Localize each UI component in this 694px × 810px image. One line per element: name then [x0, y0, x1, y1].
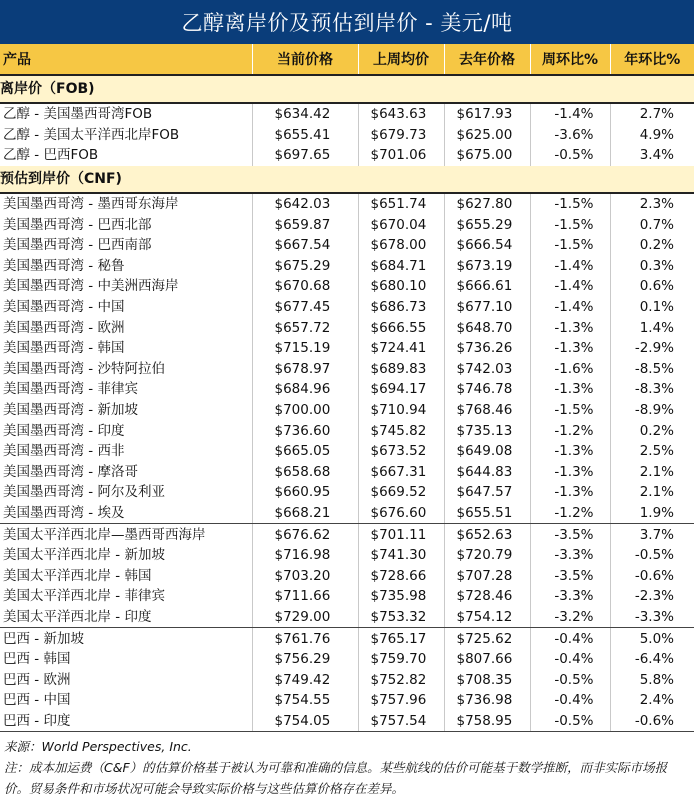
table-row — [0, 297, 694, 318]
table-row — [0, 482, 694, 503]
table-row — [0, 317, 694, 338]
last-week-avg-cell: $669.52 — [358, 482, 444, 503]
last-week-avg-cell: $670.04 — [358, 214, 444, 235]
last-year-price-cell: $625.00 — [444, 125, 530, 146]
last-week-avg-cell: $694.17 — [358, 379, 444, 400]
product-cell: 巴西 - 欧洲 — [0, 669, 252, 690]
yoy-change-cell: -2.9% — [634, 340, 674, 357]
product-cell: 巴西 - 韩国 — [0, 649, 252, 670]
last-year-price-cell: $807.66 — [444, 649, 530, 670]
yoy-change-cell: 2.1% — [639, 484, 674, 501]
table-row — [0, 256, 694, 277]
current-price-cell: $761.76 — [252, 628, 358, 649]
table-row — [0, 545, 694, 566]
section-header-row — [0, 75, 694, 103]
yoy-change-cell: -8.5% — [634, 360, 674, 377]
wow-change-cell: -1.3% — [530, 462, 610, 483]
wow-change-cell: -3.3% — [530, 545, 610, 566]
last-week-avg-cell: $753.32 — [358, 607, 444, 628]
current-price-cell: $670.68 — [252, 276, 358, 297]
last-year-price-cell: $758.95 — [444, 711, 530, 732]
product-cell: 美国墨西哥湾 - 阿尔及利亚 — [0, 482, 252, 503]
current-price-cell: $655.41 — [252, 125, 358, 146]
wow-change-cell: -0.4% — [530, 649, 610, 670]
wow-change-cell: -1.4% — [530, 256, 610, 277]
section-label: 预估到岸价（CNF) — [0, 166, 694, 193]
product-cell: 美国墨西哥湾 - 中美洲西海岸 — [0, 276, 252, 297]
last-year-price-cell: $666.54 — [444, 235, 530, 256]
last-year-price-cell: $728.46 — [444, 586, 530, 607]
table-row — [0, 103, 694, 125]
table-row — [0, 503, 694, 524]
current-price-cell: $736.60 — [252, 420, 358, 441]
yoy-change-cell: -2.3% — [634, 588, 674, 605]
table-row — [0, 711, 694, 732]
product-cell: 美国墨西哥湾 - 新加坡 — [0, 400, 252, 421]
last-week-avg-cell: $680.10 — [358, 276, 444, 297]
wow-change-cell: -3.2% — [530, 607, 610, 628]
last-week-avg-cell: $686.73 — [358, 297, 444, 318]
source-note: 来源：World Perspectives, Inc. — [4, 739, 192, 755]
yoy-change-cell: 5.8% — [639, 671, 674, 688]
product-cell: 乙醇 - 巴西FOB — [0, 145, 252, 166]
last-week-avg-cell: $765.17 — [358, 628, 444, 649]
yoy-change-cell: -3.3% — [610, 607, 694, 628]
wow-change-cell: -0.5% — [530, 711, 610, 732]
last-year-price-cell: $742.03 — [444, 359, 530, 380]
table-row — [0, 628, 694, 649]
table-row — [0, 607, 694, 628]
product-cell: 美国墨西哥湾 - 巴西北部 — [0, 214, 252, 235]
yoy-change-cell: 0.3% — [639, 257, 674, 274]
last-year-price-cell: $736.26 — [444, 338, 530, 359]
last-week-avg-cell: $752.82 — [358, 669, 444, 690]
yoy-change-cell: 3.7% — [639, 526, 674, 543]
last-week-avg-cell: $679.73 — [358, 125, 444, 146]
yoy-change-cell: -6.4% — [634, 651, 674, 668]
product-cell: 巴西 - 中国 — [0, 690, 252, 711]
current-price-cell: $729.00 — [252, 607, 358, 628]
yoy-change-cell: -0.5% — [634, 547, 674, 564]
wow-change-cell: -0.4% — [530, 628, 610, 649]
column-header-last-year-price: 去年价格 — [444, 44, 530, 75]
table-row — [0, 145, 694, 166]
wow-change-cell: -1.3% — [530, 338, 610, 359]
current-price-cell: $668.21 — [252, 503, 358, 524]
page-title: 乙醇离岸价及预估到岸价 - 美元/吨 — [0, 0, 694, 44]
last-week-avg-cell: $728.66 — [358, 565, 444, 586]
yoy-change-cell: 3.4% — [639, 147, 674, 164]
last-year-price-cell: $648.70 — [444, 317, 530, 338]
product-cell: 巴西 - 新加坡 — [0, 628, 252, 649]
wow-change-cell: -1.6% — [530, 359, 610, 380]
last-year-price-cell: $627.80 — [444, 193, 530, 215]
yoy-change-cell: 2.4% — [639, 692, 674, 709]
table-row — [0, 441, 694, 462]
current-price-cell: $678.97 — [252, 359, 358, 380]
table-row — [0, 690, 694, 711]
last-week-avg-cell: $759.70 — [358, 649, 444, 670]
yoy-change-cell: 0.2% — [639, 237, 674, 254]
product-cell: 美国墨西哥湾 - 沙特阿拉伯 — [0, 359, 252, 380]
current-price-cell: $715.19 — [252, 338, 358, 359]
product-cell: 美国墨西哥湾 - 菲律宾 — [0, 379, 252, 400]
wow-change-cell: -1.5% — [530, 400, 610, 421]
table-row — [0, 462, 694, 483]
product-cell: 美国太平洋西北岸 - 菲律宾 — [0, 586, 252, 607]
last-week-avg-cell: $643.63 — [358, 103, 444, 125]
product-cell: 美国太平洋西北岸 - 新加坡 — [0, 545, 252, 566]
last-year-price-cell: $666.61 — [444, 276, 530, 297]
last-year-price-cell: $649.08 — [444, 441, 530, 462]
yoy-change-cell: 2.5% — [639, 443, 674, 460]
yoy-change-cell: -8.9% — [634, 402, 674, 419]
last-week-avg-cell: $673.52 — [358, 441, 444, 462]
product-cell: 乙醇 - 美国墨西哥湾FOB — [0, 103, 252, 125]
product-cell: 巴西 - 印度 — [0, 711, 252, 732]
table-row — [0, 359, 694, 380]
product-cell: 美国墨西哥湾 - 欧洲 — [0, 317, 252, 338]
last-year-price-cell: $746.78 — [444, 379, 530, 400]
section-label: 离岸价（FOB) — [0, 75, 694, 103]
wow-change-cell: -1.3% — [530, 482, 610, 503]
yoy-change-cell: 2.3% — [639, 196, 674, 213]
last-year-price-cell: $655.51 — [444, 503, 530, 524]
last-year-price-cell: $673.19 — [444, 256, 530, 277]
product-cell: 美国墨西哥湾 - 埃及 — [0, 503, 252, 524]
last-week-avg-cell: $667.31 — [358, 462, 444, 483]
wow-change-cell: -0.5% — [530, 669, 610, 690]
yoy-change-cell: -8.3% — [634, 381, 674, 398]
last-year-price-cell: $720.79 — [444, 545, 530, 566]
table-row — [0, 420, 694, 441]
last-year-price-cell: $655.29 — [444, 214, 530, 235]
last-week-avg-cell: $735.98 — [358, 586, 444, 607]
wow-change-cell: -1.5% — [530, 193, 610, 215]
last-week-avg-cell: $689.83 — [358, 359, 444, 380]
current-price-cell: $659.87 — [252, 214, 358, 235]
product-cell: 美国墨西哥湾 - 印度 — [0, 420, 252, 441]
wow-change-cell: -3.3% — [530, 586, 610, 607]
table-row — [0, 586, 694, 607]
column-header-current-price: 当前价格 — [252, 44, 358, 75]
last-week-avg-cell: $701.06 — [358, 145, 444, 166]
product-cell: 美国墨西哥湾 - 秘鲁 — [0, 256, 252, 277]
wow-change-cell: -1.3% — [530, 317, 610, 338]
yoy-change-cell: -0.6% — [634, 567, 674, 584]
product-cell: 美国墨西哥湾 - 摩洛哥 — [0, 462, 252, 483]
product-cell: 美国太平洋西北岸 - 韩国 — [0, 565, 252, 586]
product-cell: 乙醇 - 美国太平洋西北岸FOB — [0, 125, 252, 146]
current-price-cell: $665.05 — [252, 441, 358, 462]
wow-change-cell: -0.4% — [530, 690, 610, 711]
wow-change-cell: -1.2% — [530, 503, 610, 524]
last-year-price-cell: $652.63 — [444, 524, 530, 545]
current-price-cell: $749.42 — [252, 669, 358, 690]
last-week-avg-cell: $741.30 — [358, 545, 444, 566]
current-price-cell: $677.45 — [252, 297, 358, 318]
yoy-change-cell: 1.4% — [639, 319, 674, 336]
last-year-price-cell: $735.13 — [444, 420, 530, 441]
last-year-price-cell: $707.28 — [444, 565, 530, 586]
current-price-cell: $660.95 — [252, 482, 358, 503]
yoy-change-cell: 0.6% — [639, 278, 674, 295]
last-week-avg-cell: $710.94 — [358, 400, 444, 421]
product-cell: 美国墨西哥湾 - 西非 — [0, 441, 252, 462]
yoy-change-cell: 0.7% — [639, 216, 674, 233]
disclaimer-note: 注：成本加运费（C&F）的估算价格基于被认为可靠和准确的信息。某些航线的估价可能基于数学推断，而非实际市场报价。贸易条件和市场状况可能会导致实际价格与这些估算价格存在差异。 — [4, 760, 668, 797]
current-price-cell: $676.62 — [252, 524, 358, 545]
last-week-avg-cell: $676.60 — [358, 503, 444, 524]
wow-change-cell: -0.5% — [530, 145, 610, 166]
product-cell: 美国太平洋西北岸 - 印度 — [0, 607, 252, 628]
yoy-change-cell: 4.9% — [639, 126, 674, 143]
wow-change-cell: -1.3% — [530, 379, 610, 400]
current-price-cell: $716.98 — [252, 545, 358, 566]
column-header-last-week-avg: 上周均价 — [358, 44, 444, 75]
last-year-price-cell: $754.12 — [444, 607, 530, 628]
wow-change-cell: -1.4% — [530, 103, 610, 125]
table-row — [0, 338, 694, 359]
table-row — [0, 214, 694, 235]
current-price-cell: $756.29 — [252, 649, 358, 670]
last-year-price-cell: $677.10 — [444, 297, 530, 318]
wow-change-cell: -1.3% — [530, 441, 610, 462]
column-header-wow-change: 周环比% — [530, 44, 610, 75]
last-year-price-cell: $708.35 — [444, 669, 530, 690]
current-price-cell: $657.72 — [252, 317, 358, 338]
last-week-avg-cell: $651.74 — [358, 193, 444, 215]
table-row — [0, 276, 694, 297]
last-week-avg-cell: $684.71 — [358, 256, 444, 277]
product-cell: 美国墨西哥湾 - 墨西哥东海岸 — [0, 193, 252, 215]
wow-change-cell: -1.5% — [530, 214, 610, 235]
wow-change-cell: -1.4% — [530, 297, 610, 318]
table-row — [0, 379, 694, 400]
last-week-avg-cell: $757.54 — [358, 711, 444, 732]
table-row — [0, 400, 694, 421]
current-price-cell: $642.03 — [252, 193, 358, 215]
last-year-price-cell: $617.93 — [444, 103, 530, 125]
column-header-product: 产品 — [0, 44, 252, 75]
current-price-cell: $754.05 — [252, 711, 358, 732]
last-year-price-cell: $647.57 — [444, 482, 530, 503]
last-week-avg-cell: $745.82 — [358, 420, 444, 441]
last-week-avg-cell: $666.55 — [358, 317, 444, 338]
column-header-yoy-change: 年环比% — [610, 44, 694, 75]
current-price-cell: $667.54 — [252, 235, 358, 256]
current-price-cell: $684.96 — [252, 379, 358, 400]
last-week-avg-cell: $724.41 — [358, 338, 444, 359]
current-price-cell: $658.68 — [252, 462, 358, 483]
yoy-change-cell: 0.1% — [639, 299, 674, 316]
yoy-change-cell: 5.0% — [639, 630, 674, 647]
last-week-avg-cell: $701.11 — [358, 524, 444, 545]
product-cell: 美国墨西哥湾 - 中国 — [0, 297, 252, 318]
current-price-cell: $634.42 — [252, 103, 358, 125]
table-row — [0, 649, 694, 670]
table-row — [0, 524, 694, 545]
wow-change-cell: -3.6% — [530, 125, 610, 146]
table-row — [0, 565, 694, 586]
table-body — [0, 75, 694, 732]
last-year-price-cell: $675.00 — [444, 145, 530, 166]
yoy-change-cell: 1.9% — [610, 503, 694, 524]
yoy-change-cell: 0.2% — [639, 422, 674, 439]
product-cell: 美国墨西哥湾 - 韩国 — [0, 338, 252, 359]
last-week-avg-cell: $757.96 — [358, 690, 444, 711]
current-price-cell: $703.20 — [252, 565, 358, 586]
price-table — [0, 44, 694, 732]
last-week-avg-cell: $678.00 — [358, 235, 444, 256]
wow-change-cell: -3.5% — [530, 524, 610, 545]
table-row — [0, 235, 694, 256]
table-row — [0, 193, 694, 215]
wow-change-cell: -3.5% — [530, 565, 610, 586]
last-year-price-cell: $736.98 — [444, 690, 530, 711]
product-cell: 美国太平洋西北岸—墨西哥西海岸 — [0, 524, 252, 545]
yoy-change-cell: 2.7% — [639, 106, 674, 123]
table-row — [0, 125, 694, 146]
header-row — [0, 44, 694, 75]
current-price-cell: $675.29 — [252, 256, 358, 277]
yoy-change-cell: 2.1% — [639, 463, 674, 480]
wow-change-cell: -1.2% — [530, 420, 610, 441]
current-price-cell: $700.00 — [252, 400, 358, 421]
current-price-cell: $754.55 — [252, 690, 358, 711]
section-header-row — [0, 166, 694, 193]
notes — [0, 732, 694, 799]
last-year-price-cell: $644.83 — [444, 462, 530, 483]
product-cell: 美国墨西哥湾 - 巴西南部 — [0, 235, 252, 256]
last-year-price-cell: $768.46 — [444, 400, 530, 421]
table-row — [0, 669, 694, 690]
wow-change-cell: -1.5% — [530, 235, 610, 256]
current-price-cell: $697.65 — [252, 145, 358, 166]
last-year-price-cell: $725.62 — [444, 628, 530, 649]
yoy-change-cell: -0.6% — [610, 711, 694, 732]
current-price-cell: $711.66 — [252, 586, 358, 607]
wow-change-cell: -1.4% — [530, 276, 610, 297]
